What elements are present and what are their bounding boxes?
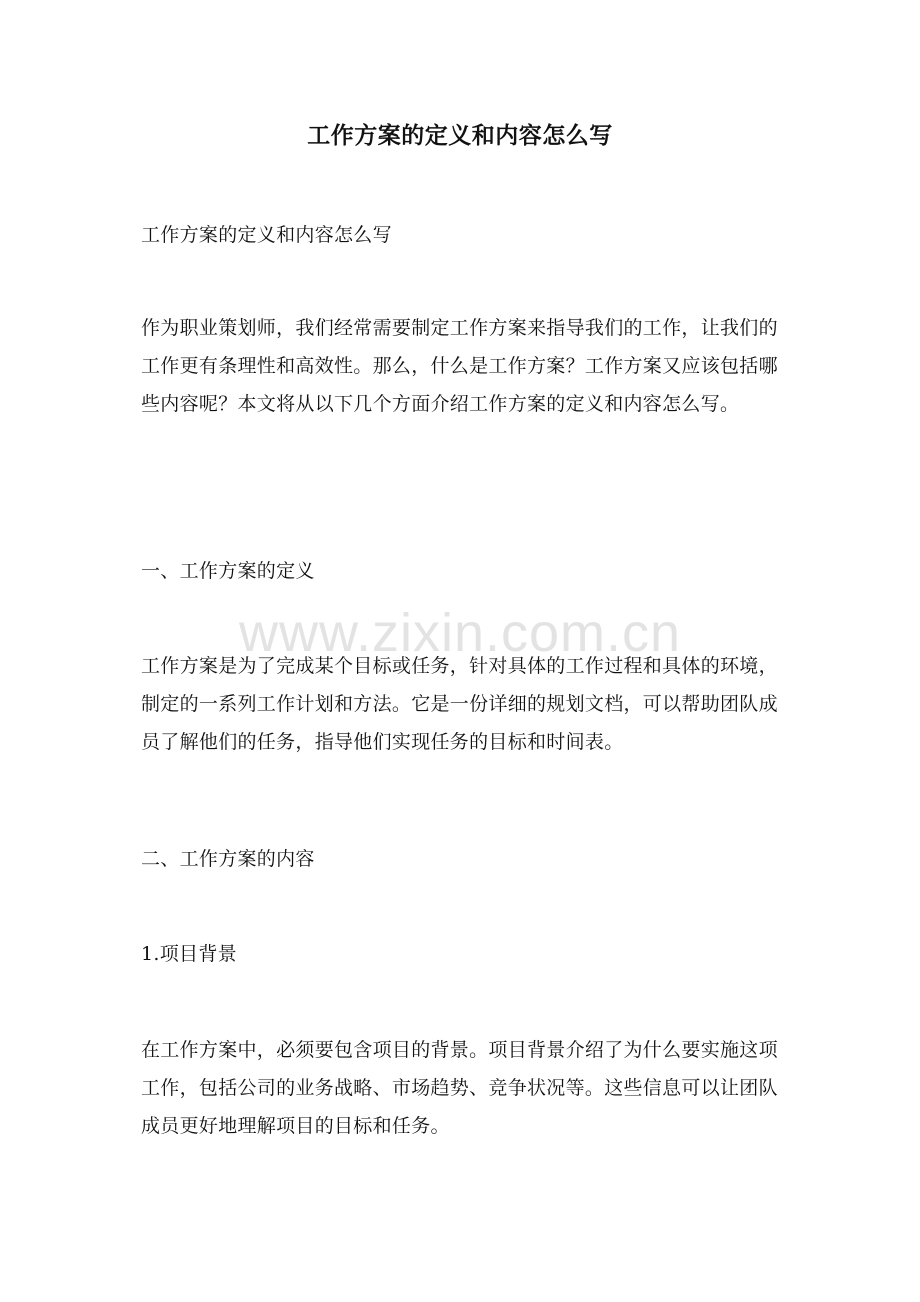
document-title: 工作方案的定义和内容怎么写	[307, 122, 613, 149]
watermark: www.zixin.com.cn	[238, 603, 682, 663]
subsection-heading-background: 1.项目背景	[141, 943, 237, 965]
intro-paragraph: 作为职业策划师，我们经常需要制定工作方案来指导我们的工作，让我们的工作更有条理性和高效性。那么，什么是工作方案？工作方案又应该包括哪些内容呢？本文将从以下几个方面介绍工作方案的定义和内容怎么写。	[141, 317, 778, 415]
subtitle-paragraph: 工作方案的定义和内容怎么写	[141, 224, 392, 246]
section-heading-content: 二、工作方案的内容	[141, 848, 315, 870]
definition-paragraph: 工作方案是为了完成某个目标或任务，针对具体的工作过程和具体的环境，制定的一系列工作计划和方法。它是一份详细的规划文档，可以帮助团队成员了解他们的任务，指导他们实现任务的目标和时间表。	[141, 655, 778, 753]
background-paragraph: 在工作方案中，必须要包含项目的背景。项目背景介绍了为什么要实施这项工作，包括公司的业务战略、市场趋势、竞争状况等。这些信息可以让团队成员更好地理解项目的目标和任务。	[141, 1039, 778, 1137]
section-heading-definition: 一、工作方案的定义	[141, 560, 315, 582]
